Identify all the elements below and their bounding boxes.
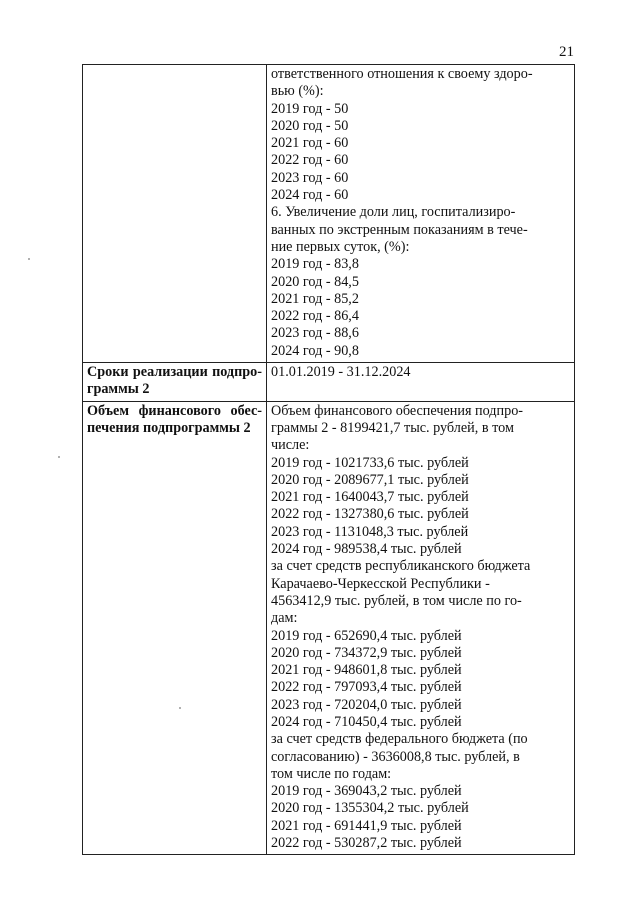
row-label-cell bbox=[83, 65, 267, 363]
content-line: 2022 год - 1327380,6 тыс. рублей bbox=[271, 506, 469, 523]
content-line: за счет средств федерального бюджета (по bbox=[271, 731, 528, 748]
content-line: 2022 год - 797093,4 тыс. рублей bbox=[271, 679, 462, 696]
content-line: 2022 год - 60 bbox=[271, 152, 349, 169]
content-line: 2024 год - 989538,4 тыс. рублей bbox=[271, 541, 462, 558]
content-line: 2023 год - 88,6 bbox=[271, 325, 359, 342]
content-line: 2021 год - 948601,8 тыс. рублей bbox=[271, 662, 462, 679]
content-line: 2023 год - 720204,0 тыс. рублей bbox=[271, 696, 462, 713]
content-line: 2019 год - 50 bbox=[271, 100, 349, 117]
content-line: 01.01.2019 - 31.12.2024 bbox=[271, 364, 411, 381]
content-line: 2023 год - 1131048,3 тыс. рублей bbox=[271, 523, 469, 540]
scan-speck bbox=[28, 258, 30, 260]
content-line: ванных по экстренным показаниям в тече- bbox=[271, 221, 528, 238]
table-row bbox=[83, 363, 575, 402]
content-line: 2019 год - 83,8 bbox=[271, 256, 359, 273]
content-line: Карачаево-Черкесской Республики - bbox=[271, 575, 490, 592]
content-line: дам: bbox=[271, 610, 298, 627]
content-line: числе: bbox=[271, 437, 310, 454]
content-line: 2024 год - 710450,4 тыс. рублей bbox=[271, 713, 462, 730]
row-content-cell bbox=[267, 401, 575, 855]
content-line: 2020 год - 734372,9 тыс. рублей bbox=[271, 644, 462, 661]
content-line: Объем финансового обеспечения подпро- bbox=[271, 402, 524, 419]
content-line: вью (%): bbox=[271, 83, 324, 100]
content-line: 2019 год - 1021733,6 тыс. рублей bbox=[271, 454, 469, 471]
content-line: 2021 год - 691441,9 тыс. рублей bbox=[271, 817, 462, 834]
content-line: 2020 год - 50 bbox=[271, 117, 349, 134]
scan-speck bbox=[58, 456, 60, 458]
content-line: 2021 год - 1640043,7 тыс. рублей bbox=[271, 489, 469, 506]
content-line: 2022 год - 86,4 bbox=[271, 308, 359, 325]
content-line: 2024 год - 90,8 bbox=[271, 342, 359, 359]
content-line: 2019 год - 652690,4 тыс. рублей bbox=[271, 627, 462, 644]
content-line: 2024 год - 60 bbox=[271, 187, 349, 204]
content-line: 6. Увеличение доли лиц, госпитализиро- bbox=[271, 204, 516, 221]
content-line: 2021 год - 85,2 bbox=[271, 290, 359, 307]
page-number: 21 bbox=[559, 44, 574, 60]
content-line: 2021 год - 60 bbox=[271, 135, 349, 152]
row-content-cell bbox=[267, 363, 575, 402]
table-row bbox=[83, 401, 575, 855]
program-passport-table bbox=[82, 64, 575, 855]
content-line: граммы 2 - 8199421,7 тыс. рублей, в том bbox=[271, 419, 514, 436]
content-line: 4563412,9 тыс. рублей, в том числе по го- bbox=[271, 592, 522, 609]
content-line: 2022 год - 530287,2 тыс. рублей bbox=[271, 835, 462, 852]
content-line: ние первых суток, (%): bbox=[271, 238, 410, 255]
table-row bbox=[83, 65, 575, 363]
scan-speck bbox=[179, 707, 181, 709]
row-content-cell bbox=[267, 65, 575, 363]
content-line: 2020 год - 2089677,1 тыс. рублей bbox=[271, 471, 469, 488]
row-label-cell: Сроки реализации подпро-граммы 2 bbox=[83, 363, 267, 402]
content-line: 2020 год - 84,5 bbox=[271, 273, 359, 290]
content-line: 2020 год - 1355304,2 тыс. рублей bbox=[271, 800, 469, 817]
content-line: 2019 год - 369043,2 тыс. рублей bbox=[271, 783, 462, 800]
row-label-cell: Объем финансового обес-печения подпрограммы 2 bbox=[83, 401, 267, 855]
content-line: ответственного отношения к своему здоро- bbox=[271, 66, 533, 82]
content-line: согласованию) - 3636008,8 тыс. рублей, в bbox=[271, 748, 520, 765]
content-line: за счет средств республиканского бюджета bbox=[271, 558, 531, 575]
content-line: том числе по годам: bbox=[271, 765, 392, 782]
content-line: 2023 год - 60 bbox=[271, 169, 349, 186]
